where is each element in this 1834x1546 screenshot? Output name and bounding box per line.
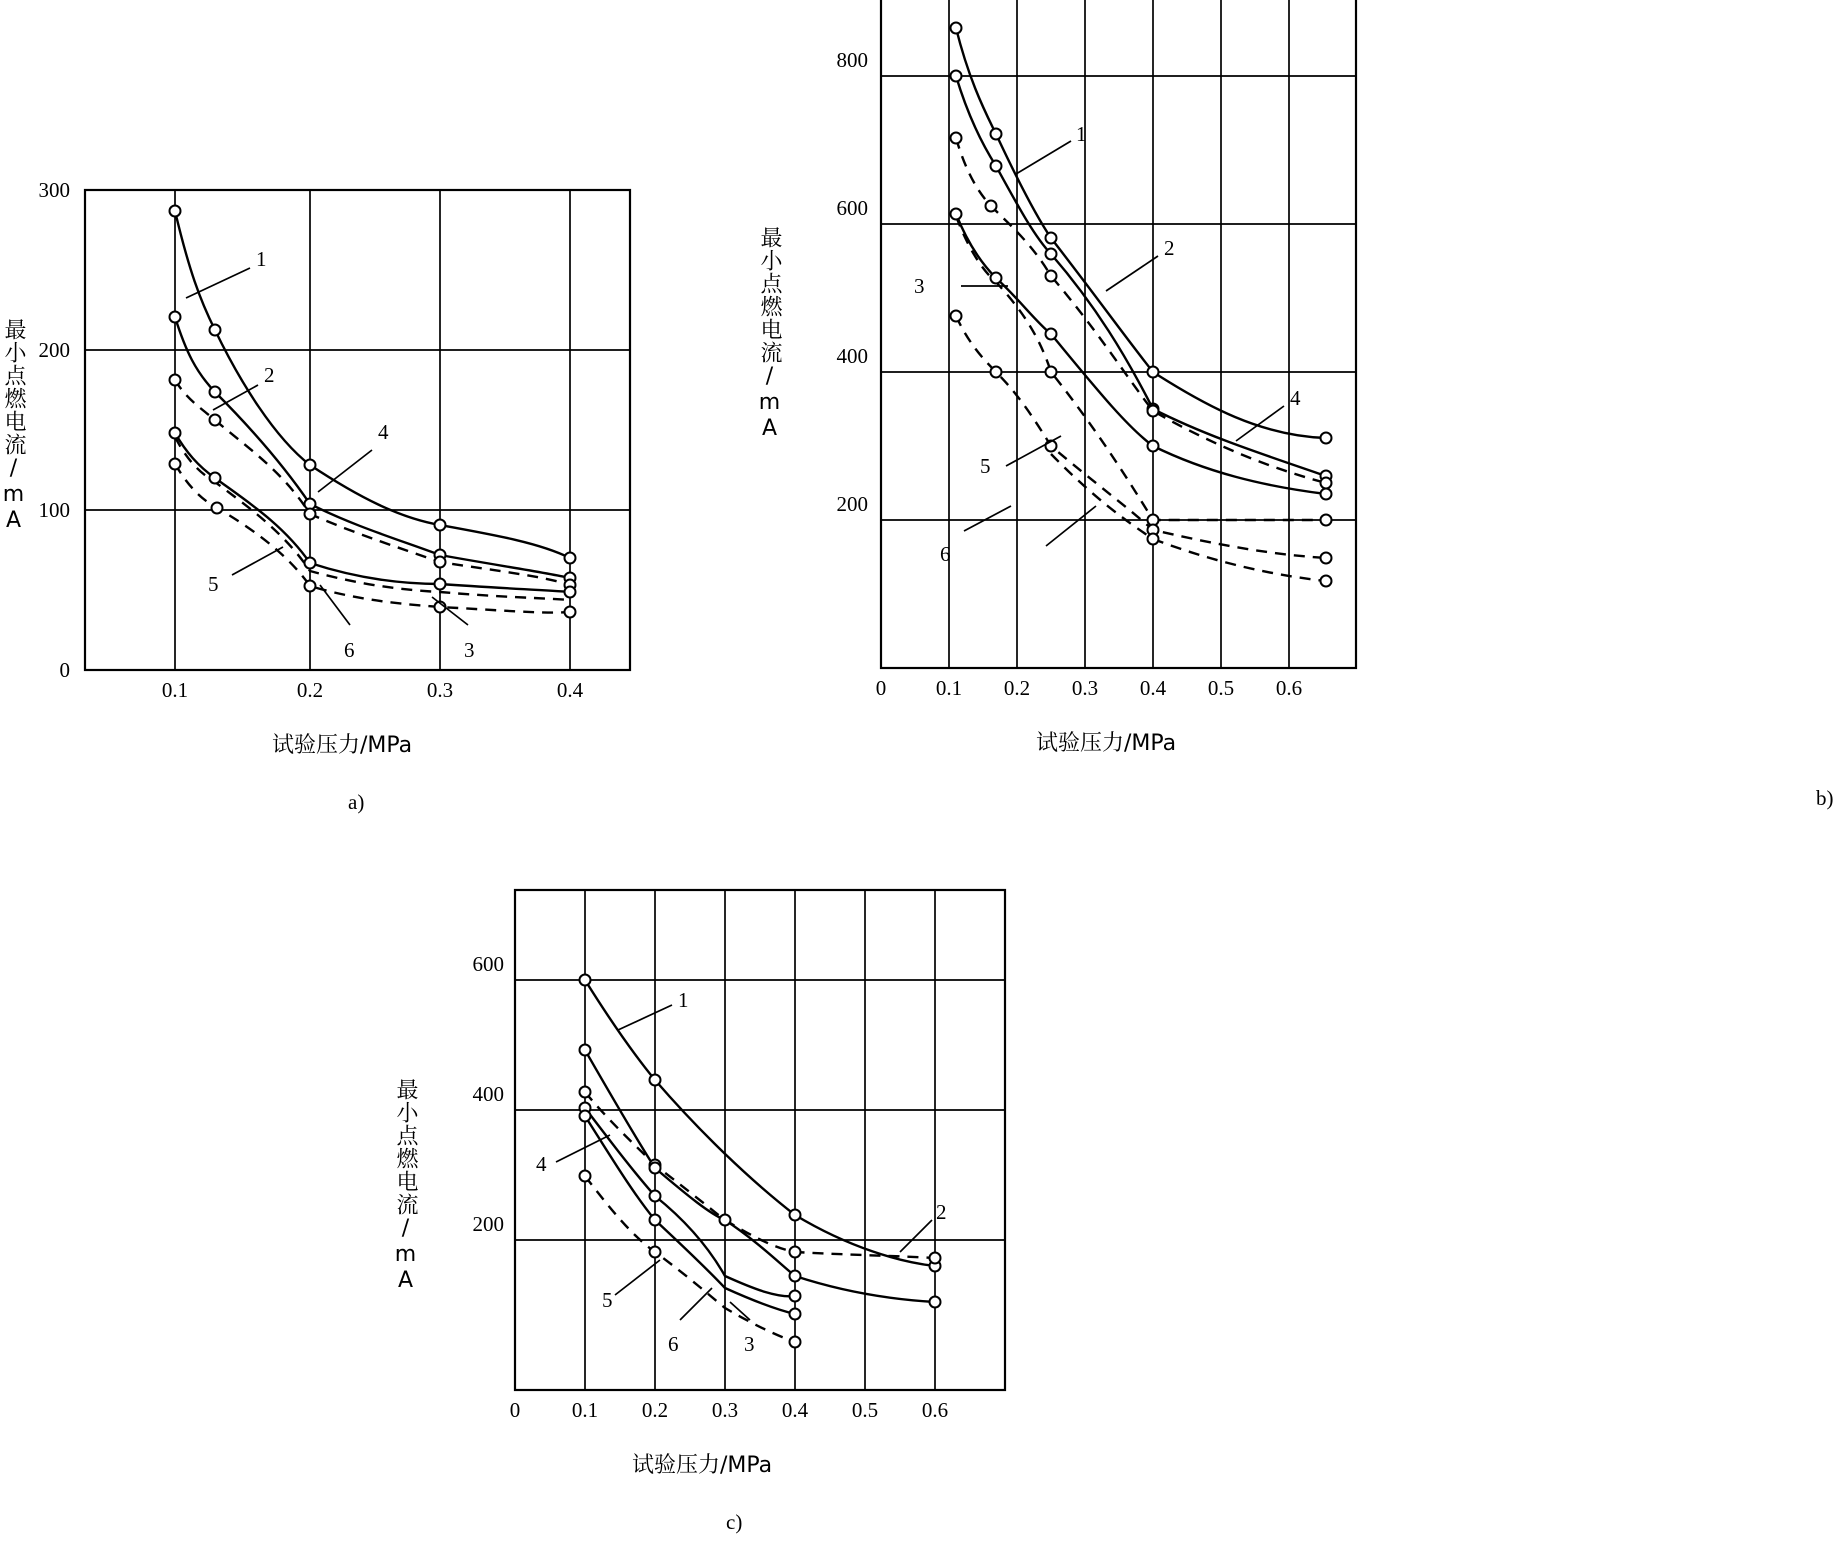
curve-label-c-4: 4 (536, 1152, 547, 1176)
ylabel-c: 最小点燃电流/mA (393, 1078, 418, 1294)
xtick-c-0: 0 (509, 1398, 521, 1422)
callout-leaders (961, 141, 1284, 546)
ytick-a-200: 200 (38, 338, 70, 362)
curve-label-b-3: 3 (914, 274, 925, 298)
xtick-c-6: 0.6 (921, 1398, 949, 1422)
ylabel-b: 最小点燃电流/mA (757, 226, 782, 442)
callout-leaders (186, 268, 468, 625)
ytick-b-800: 800 (836, 48, 868, 72)
xtick-b-1: 0.1 (935, 676, 963, 700)
curve-label-a-1: 1 (256, 247, 267, 271)
curve-label-c-1: 1 (678, 988, 689, 1012)
curve-label-b-1: 1 (1076, 122, 1087, 146)
xtick-a-4: 0.4 (556, 678, 584, 702)
curve-label-c-5: 5 (602, 1288, 613, 1312)
curve-label-b-6: 6 (940, 542, 951, 566)
xtick-c-5: 0.5 (851, 1398, 879, 1422)
xlabel-c: 试验压力/MPa (632, 1453, 773, 1478)
xtick-b-4: 0.4 (1139, 676, 1167, 700)
curve-label-a-3: 3 (464, 638, 475, 662)
xtick-b-3: 0.3 (1071, 676, 1099, 700)
curve-label-c-2: 2 (936, 1200, 947, 1224)
curve-label-b-4: 4 (1290, 386, 1301, 410)
curve-label-c-6: 6 (668, 1332, 679, 1356)
xtick-b-6: 0.6 (1275, 676, 1303, 700)
caption-a: a) (348, 790, 365, 814)
xlabel-b: 试验压力/MPa (1036, 731, 1177, 756)
curve-label-a-6: 6 (344, 638, 355, 662)
callout-leaders (556, 1005, 932, 1320)
ytick-c-600: 600 (472, 952, 504, 976)
ytick-b-600: 600 (836, 196, 868, 220)
ylabel-a: 最小点燃电流/mA (1, 318, 26, 534)
curve-1 (956, 28, 1326, 438)
ytick-a-0: 0 (59, 658, 70, 682)
xtick-c-2: 0.2 (641, 1398, 669, 1422)
curve-label-a-5: 5 (208, 572, 219, 596)
curve-5 (956, 216, 1326, 520)
curve-4 (956, 138, 1326, 483)
curve-5 (585, 1108, 795, 1296)
curve-6 (585, 1176, 795, 1342)
panel-a (0, 0, 700, 820)
xtick-b-2: 0.2 (1003, 676, 1031, 700)
ytick-a-300: 300 (38, 178, 70, 202)
caption-c: c) (726, 1510, 743, 1534)
panel-b-plot (706, 0, 1416, 686)
xtick-c-4: 0.4 (781, 1398, 809, 1422)
xlabel-a: 试验压力/MPa (272, 733, 413, 758)
ytick-b-200: 200 (836, 492, 868, 516)
curve-label-b-2: 2 (1164, 236, 1175, 260)
curve-label-c-3: 3 (744, 1332, 755, 1356)
curve-label-b-5: 5 (980, 454, 991, 478)
curve-6b (1051, 454, 1326, 581)
xtick-a-2: 0.2 (296, 678, 324, 702)
xtick-a-1: 0.1 (161, 678, 189, 702)
xtick-c-3: 0.3 (711, 1398, 739, 1422)
xtick-b-0: 0 (875, 676, 887, 700)
ytick-c-400: 400 (472, 1082, 504, 1106)
curve-3 (585, 1116, 795, 1314)
panel-c (360, 870, 1100, 1546)
ytick-a-100: 100 (38, 498, 70, 522)
curve-label-a-2: 2 (264, 363, 275, 387)
xtick-c-1: 0.1 (571, 1398, 599, 1422)
panel-b (706, 0, 1834, 826)
curve-3 (956, 214, 1326, 494)
curve-1 (175, 211, 570, 558)
curve-label-a-4: 4 (378, 420, 389, 444)
curve-1 (585, 980, 935, 1266)
xtick-a-3: 0.3 (426, 678, 454, 702)
ytick-c-200: 200 (472, 1212, 504, 1236)
ytick-b-400: 400 (836, 344, 868, 368)
xtick-b-5: 0.5 (1207, 676, 1235, 700)
data-markers (170, 206, 576, 618)
caption-b: b) (1816, 786, 1834, 810)
